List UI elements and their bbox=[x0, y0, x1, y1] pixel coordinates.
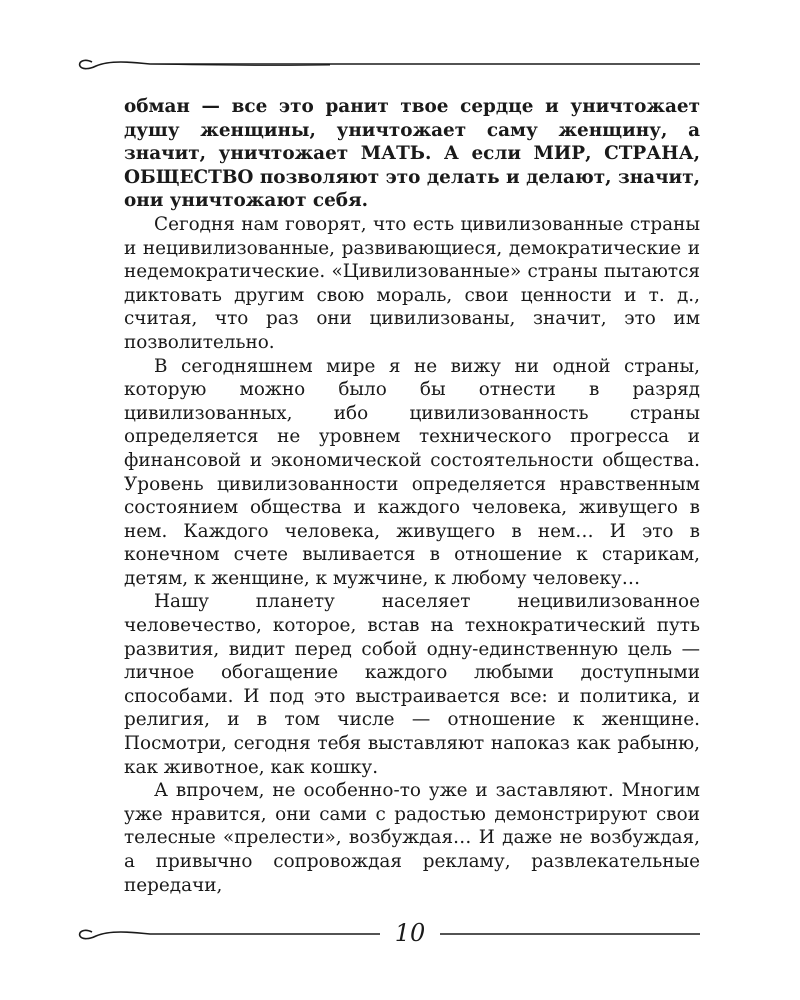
page-number: 10 bbox=[380, 916, 440, 950]
body-text bbox=[124, 95, 700, 897]
paragraph: Нашу планету населяет нецивилизованное человечество, которое, встав на технократический путь развития, видит перед собой одну-единственную цель — личное обогащение каждого любыми доступными способами. И под это выстраивается все: и политика, и религия, и в том числе — отношение к женщине. Посмотри, сегодня тебя выставляют напоказ как рабыню, как животное, как кошку. bbox=[124, 591, 700, 778]
header-ornament bbox=[0, 48, 800, 78]
paragraph: А впрочем, не особенно-то уже и заставляют. Многим уже нравится, они сами с радостью демонстрируют свои телесные «прелести», возбуждая… И даже не возбуждая, а привычно сопровождая рекламу, развлекательные передачи, bbox=[124, 780, 700, 896]
paragraph: Сегодня нам говорят, что есть цивилизованные страны и нецивилизованные, развивающиеся, демократические и недемократические. «Цивилизованные» страны пытаются диктовать другим свою мораль, свои ценности и т. д., считая, что раз они цивилизованы, значит, это им позволительно. bbox=[124, 213, 700, 353]
paragraph: В сегодняшнем мире я не вижу ни одной страны, которую можно было бы отнести в разряд цивилизованных, ибо цивилизованность страны определяется не уровнем технического прогресса и финансовой и экономической состоятельности общества. Уровень цивилизованности определяется нравственным состоянием общества и каждого человека, живущего в нем. Каждого человека, живущего в нем… И это в конечном счете выливается в отношение к старикам, детям, к женщине, к мужчине, к любому человеку… bbox=[124, 355, 700, 589]
paragraph-continuation: обман — все это ранит твое сердце и уничтожает душу женщины, уничтожает саму женщину, а значит, уничтожает МАТЬ. А если МИР, СТРАНА, ОБЩЕСТВО позволяют это делать и делают, значит, они уничтожают себя. bbox=[124, 96, 700, 212]
header-flourish-icon bbox=[0, 48, 800, 78]
